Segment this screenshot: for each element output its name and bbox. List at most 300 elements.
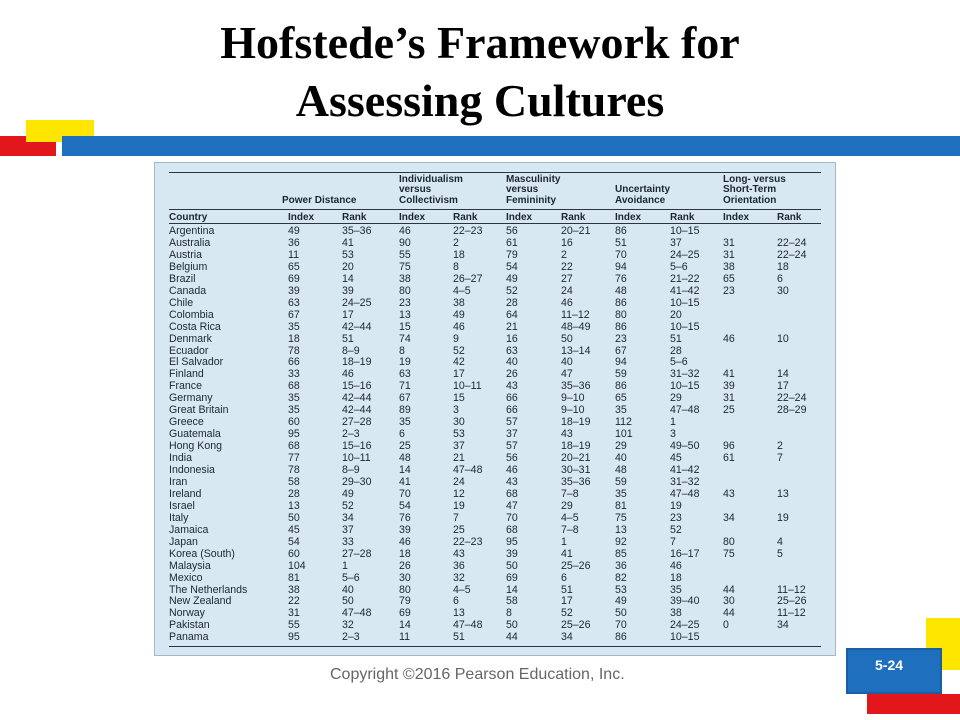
table-cell: 22–23 — [453, 225, 483, 237]
table-cell: 21 — [506, 320, 518, 333]
country-cell: Finland — [169, 368, 204, 381]
group-header-1-line-0: Individualism — [399, 173, 463, 185]
table-cell: 14 — [777, 368, 789, 381]
table-cell: 86 — [615, 320, 627, 333]
group-header-1-line-2: Collectivism — [399, 194, 458, 206]
country-cell: India — [169, 452, 192, 465]
table-cell: 7–8 — [561, 487, 579, 500]
table-cell: 11 — [288, 248, 299, 261]
table-cell: 37 — [670, 236, 682, 249]
country-cell: Colombia — [169, 308, 214, 321]
table-cell: 18 — [399, 547, 411, 560]
table-cell: 20–21 — [561, 452, 591, 465]
decor-red-bar-right — [867, 694, 960, 714]
table-cell: 51 — [561, 583, 573, 596]
table-cell: 1 — [342, 559, 348, 572]
table-cell: 52 — [453, 344, 465, 357]
table-cell: 19 — [453, 499, 465, 512]
table-cell: 38 — [670, 607, 682, 620]
table-cell: 46 — [561, 296, 573, 309]
table-cell: 66 — [506, 404, 518, 417]
table-cell: 46 — [342, 368, 354, 381]
column-header-8: Rank — [670, 212, 695, 223]
table-cell: 50 — [506, 619, 518, 632]
table-cell: 26 — [506, 368, 518, 381]
table-cell: 26 — [399, 559, 411, 572]
group-header-4-line-2: Orientation — [723, 194, 777, 206]
table-cell: 23 — [670, 511, 682, 524]
country-cell: Indonesia — [169, 464, 215, 476]
table-cell: 23 — [399, 296, 411, 309]
table-cell: 77 — [288, 452, 300, 465]
table-cell: 46 — [670, 559, 682, 572]
table-cell: 32 — [453, 571, 465, 584]
table-cell: 38 — [723, 260, 735, 273]
table-cell: 26–27 — [453, 272, 483, 285]
table-cell: 4–5 — [453, 284, 471, 297]
table-cell: 34 — [342, 511, 354, 524]
table-cell: 7–8 — [561, 523, 579, 536]
table-cell: 80 — [399, 583, 411, 596]
table-cell: 36 — [288, 236, 300, 249]
country-cell: Chile — [169, 296, 194, 309]
table-cell: 9–10 — [561, 404, 585, 417]
table-cell: 50 — [342, 595, 354, 608]
table-cell: 3 — [670, 428, 676, 441]
table-cell: 22 — [288, 595, 300, 608]
table-bottom-rule — [169, 646, 821, 647]
country-cell: Great Britain — [169, 404, 229, 417]
table-cell: 10 — [777, 332, 789, 345]
table-cell: 31–32 — [670, 368, 700, 381]
column-header-2: Rank — [342, 212, 367, 223]
table-cell: 34 — [723, 511, 735, 524]
table-cell: 40 — [561, 356, 573, 369]
table-cell: 14 — [342, 272, 354, 285]
table-cell: 5–6 — [670, 356, 688, 369]
table-cell: 22–24 — [777, 392, 807, 405]
country-cell: Ireland — [169, 487, 202, 500]
table-cell: 46 — [506, 464, 518, 476]
table-cell: 48 — [615, 464, 627, 476]
table-cell: 37 — [453, 440, 465, 453]
table-cell: 19 — [670, 499, 682, 512]
table-cell: 9 — [453, 332, 459, 345]
table-cell: 25–26 — [777, 595, 807, 608]
table-cell: 17 — [777, 380, 789, 393]
table-cell: 52 — [342, 499, 354, 512]
table-cell: 2 — [453, 236, 459, 249]
table-cell: 89 — [399, 404, 411, 417]
group-header-2-line-1: versus — [506, 184, 539, 195]
table-cell: 112 — [615, 416, 632, 429]
table-cell: 27–28 — [342, 547, 372, 560]
table-cell: 40 — [506, 356, 518, 369]
table-cell: 22–23 — [453, 535, 483, 548]
table-cell: 76 — [615, 272, 627, 285]
table-cell: 66 — [288, 356, 300, 369]
table-cell: 35–36 — [561, 475, 591, 488]
table-cell: 37 — [506, 428, 518, 441]
table-cell: 95 — [288, 631, 300, 644]
table-cell: 50 — [288, 511, 300, 524]
table-cell: 95 — [506, 535, 518, 548]
table-cell: 74 — [399, 332, 411, 345]
table-cell: 55 — [288, 619, 300, 632]
table-cell: 21–22 — [670, 272, 700, 285]
table-cell: 9–10 — [561, 392, 585, 405]
table-cell: 44 — [506, 631, 518, 644]
country-cell: Israel — [169, 499, 195, 512]
table-cell: 39–40 — [670, 595, 700, 608]
table-cell: 50 — [506, 559, 518, 572]
table-cell: 104 — [288, 559, 306, 572]
table-cell: 29 — [615, 440, 627, 453]
country-cell: The Netherlands — [169, 583, 248, 596]
table-cell: 35 — [288, 320, 300, 333]
table-cell: 75 — [399, 260, 411, 273]
group-header-3-line-1: Avoidance — [615, 194, 666, 206]
table-cell: 47–48 — [453, 619, 483, 632]
table-cell: 11–12 — [777, 583, 806, 596]
table-cell: 69 — [399, 607, 411, 620]
table-cell: 51 — [615, 236, 627, 249]
table-cell: 42–44 — [342, 392, 372, 405]
table-cell: 8 — [453, 260, 459, 273]
table-cell: 41 — [399, 475, 411, 488]
table-cell: 68 — [288, 440, 300, 453]
table-cell: 10–15 — [670, 631, 700, 644]
table-cell: 70 — [506, 511, 518, 524]
table-cell: 38 — [453, 296, 465, 309]
group-header-4-line-0: Long- versus — [723, 173, 786, 185]
table-cell: 39 — [723, 380, 735, 393]
table-cell: 82 — [615, 571, 627, 584]
table-cell: 39 — [506, 547, 518, 560]
column-header-5: Index — [506, 212, 533, 223]
table-cell: 30 — [777, 284, 789, 297]
table-cell: 30 — [453, 416, 465, 429]
table-cell: 43 — [506, 380, 518, 393]
table-cell: 30–31 — [561, 464, 591, 476]
table-cell: 11–12 — [561, 308, 590, 321]
table-cell: 24–25 — [342, 296, 372, 309]
table-cell: 47 — [561, 368, 573, 381]
table-cell: 49 — [342, 487, 354, 500]
table-cell: 57 — [506, 440, 518, 453]
table-cell: 13 — [399, 308, 411, 321]
table-cell: 48 — [615, 284, 627, 297]
table-cell: 49 — [506, 272, 518, 285]
country-cell: Brazil — [169, 272, 196, 285]
table-cell: 59 — [615, 475, 627, 488]
table-cell: 33 — [288, 368, 300, 381]
table-cell: 38 — [399, 272, 411, 285]
country-cell: Iran — [169, 475, 188, 488]
table-cell: 51 — [453, 631, 465, 644]
table-cell: 29 — [561, 499, 573, 512]
table-cell: 46 — [453, 320, 465, 333]
table-cell: 12 — [453, 487, 465, 500]
table-cell: 51 — [670, 332, 682, 345]
country-cell: Norway — [169, 607, 205, 620]
table-cell: 54 — [506, 260, 518, 273]
table-cell: 34 — [561, 631, 573, 644]
table-cell: 41 — [561, 547, 573, 560]
table-cell: 11 — [399, 631, 410, 644]
table-cell: 27–28 — [342, 416, 372, 429]
table-cell: 34 — [777, 619, 789, 632]
table-cell: 18 — [288, 332, 300, 345]
country-cell: El Salvador — [169, 356, 224, 369]
table-cell: 31–32 — [670, 475, 700, 488]
table-cell: 78 — [288, 464, 300, 476]
table-cell: 20 — [670, 308, 682, 321]
table-cell: 25–26 — [561, 559, 591, 572]
country-cell: Belgium — [169, 260, 208, 273]
table-cell: 29–30 — [342, 475, 372, 488]
table-cell: 22–24 — [777, 236, 807, 249]
country-cell: Hong Kong — [169, 440, 223, 453]
table-cell: 41 — [342, 236, 354, 249]
table-cell: 40 — [342, 583, 354, 596]
table-cell: 15 — [453, 392, 465, 405]
country-cell: Pakistan — [169, 619, 210, 632]
group-header-0-line-0: Power Distance — [282, 194, 357, 206]
table-cell: 86 — [615, 631, 627, 644]
table-cell: 10–15 — [670, 296, 700, 309]
table-cell: 39 — [288, 284, 300, 297]
table-cell: 49–50 — [670, 440, 700, 453]
table-cell: 10–11 — [342, 452, 371, 465]
table-cell: 80 — [399, 284, 411, 297]
table-cell: 69 — [288, 272, 300, 285]
table-cell: 79 — [506, 248, 518, 261]
table-cell: 52 — [506, 284, 518, 297]
table-cell: 13 — [288, 499, 300, 512]
table-cell: 54 — [399, 499, 411, 512]
table-cell: 53 — [342, 248, 354, 261]
table-cell: 35 — [615, 487, 627, 500]
table-top-rule — [169, 172, 821, 173]
copyright-text: Copyright ©2016 Pearson Education, Inc. — [330, 666, 625, 683]
table-cell: 35–36 — [561, 380, 591, 393]
column-header-0: Country — [169, 212, 208, 223]
table-cell: 16 — [561, 236, 573, 249]
column-header-4: Rank — [453, 212, 478, 223]
table-cell: 2–3 — [342, 631, 360, 644]
table-cell: 18–19 — [342, 356, 372, 369]
table-cell: 49 — [288, 225, 300, 237]
table-cell: 30 — [723, 595, 735, 608]
table-cell: 51 — [342, 332, 354, 345]
group-header-3-line-0: Uncertainty — [615, 184, 671, 195]
table-cell: 15–16 — [342, 380, 372, 393]
country-cell: Ecuador — [169, 344, 209, 357]
table-cell: 22 — [561, 260, 573, 273]
column-header-1: Index — [288, 212, 315, 223]
table-subheader-rule — [169, 223, 821, 224]
table-cell: 42–44 — [342, 404, 372, 417]
country-cell: Canada — [169, 284, 207, 297]
table-cell: 10–15 — [670, 225, 700, 237]
table-cell: 14 — [506, 583, 518, 596]
table-cell: 59 — [615, 368, 627, 381]
table-cell: 10–15 — [670, 320, 700, 333]
country-cell: Panama — [169, 631, 209, 644]
table-cell: 68 — [288, 380, 300, 393]
table-header-rule — [169, 209, 821, 210]
table-cell: 23 — [723, 284, 735, 297]
table-cell: 14 — [399, 619, 411, 632]
slide-title-line-1: Hofstede’s Framework for — [220, 17, 740, 68]
table-cell: 67 — [615, 344, 627, 357]
table-cell: 80 — [615, 308, 627, 321]
table-cell: 80 — [723, 535, 735, 548]
table-cell: 37 — [342, 523, 354, 536]
table-cell: 39 — [399, 523, 411, 536]
group-header-4-line-1: Short-Term — [723, 184, 777, 195]
country-cell: Italy — [169, 511, 189, 524]
table-cell: 21 — [453, 452, 465, 465]
table-cell: 1 — [670, 416, 676, 429]
table-cell: 35 — [670, 583, 682, 596]
table-cell: 2–3 — [342, 428, 360, 441]
table-cell: 90 — [399, 236, 411, 249]
table-cell: 56 — [506, 225, 518, 237]
table-cell: 60 — [288, 547, 300, 560]
table-cell: 53 — [615, 583, 627, 596]
table-cell: 1 — [561, 535, 567, 548]
table-cell: 86 — [615, 225, 627, 237]
country-cell: Guatemala — [169, 428, 221, 441]
table-cell: 45 — [670, 452, 682, 465]
table-cell: 35 — [399, 416, 411, 429]
table-cell: 17 — [342, 308, 354, 321]
table-cell: 35 — [288, 392, 300, 405]
country-cell: Greece — [169, 416, 204, 429]
table-cell: 24 — [561, 284, 573, 297]
table-cell: 8 — [506, 607, 512, 620]
table-cell: 47–48 — [342, 607, 372, 620]
table-cell: 61 — [723, 452, 735, 465]
table-cell: 28 — [670, 344, 682, 357]
table-cell: 18–19 — [561, 416, 591, 429]
table-cell: 4–5 — [561, 511, 579, 524]
table-cell: 4 — [777, 535, 783, 548]
table-cell: 31 — [288, 607, 300, 620]
table-cell: 101 — [615, 428, 633, 441]
table-cell: 28 — [288, 487, 300, 500]
table-cell: 20–21 — [561, 225, 591, 237]
table-cell: 41 — [723, 368, 735, 381]
table-cell: 29 — [670, 392, 682, 405]
table-cell: 15 — [399, 320, 411, 333]
table-cell: 18 — [453, 248, 465, 261]
table-cell: 85 — [615, 547, 627, 560]
table-cell: 17 — [453, 368, 465, 381]
table-cell: 25 — [399, 440, 411, 453]
table-cell: 66 — [506, 392, 518, 405]
country-cell: Mexico — [169, 571, 203, 584]
table-cell: 35 — [615, 404, 627, 417]
table-cell: 35–36 — [342, 225, 372, 237]
table-cell: 6 — [399, 428, 405, 441]
table-cell: 6 — [561, 571, 567, 584]
table-cell: 47–48 — [670, 487, 700, 500]
group-header-2-line-2: Femininity — [506, 194, 557, 206]
table-cell: 24–25 — [670, 619, 700, 632]
table-cell: 67 — [399, 392, 411, 405]
table-cell: 13 — [777, 487, 789, 500]
table-cell: 25 — [453, 523, 465, 536]
table-cell: 49 — [615, 595, 627, 608]
table-cell: 92 — [615, 535, 627, 548]
table-cell: 55 — [399, 248, 411, 261]
table-cell: 8 — [399, 344, 405, 357]
table-cell: 11–12 — [777, 607, 806, 620]
table-cell: 47–48 — [453, 464, 483, 476]
table-cell: 10–11 — [453, 380, 482, 393]
table-cell: 5 — [777, 547, 783, 560]
table-cell: 8–9 — [342, 464, 360, 476]
table-cell: 65 — [615, 392, 627, 405]
country-cell: France — [169, 380, 202, 393]
table-cell: 48–49 — [561, 320, 591, 333]
table-cell: 24 — [453, 475, 465, 488]
country-cell: Australia — [169, 236, 211, 249]
country-cell: Denmark — [169, 332, 212, 345]
table-cell: 94 — [615, 356, 627, 369]
page-number: 5-24 — [875, 657, 904, 673]
table-cell: 43 — [506, 475, 518, 488]
table-cell: 41–42 — [670, 464, 700, 476]
table-cell: 65 — [723, 272, 735, 285]
table-cell: 25–26 — [561, 619, 591, 632]
hofstede-table — [154, 162, 836, 656]
table-cell: 33 — [342, 535, 354, 548]
table-cell: 63 — [288, 296, 300, 309]
table-cell: 50 — [615, 607, 627, 620]
table-cell: 64 — [506, 308, 518, 321]
table-cell: 95 — [288, 428, 300, 441]
column-header-7: Index — [615, 212, 642, 223]
country-cell: Costa Rica — [169, 320, 221, 333]
table-cell: 44 — [723, 583, 735, 596]
table-cell: 5–6 — [342, 571, 360, 584]
table-cell: 7 — [777, 452, 783, 465]
table-cell: 58 — [288, 475, 300, 488]
country-cell: Argentina — [169, 225, 215, 237]
table-cell: 4–5 — [453, 583, 471, 596]
table-cell: 58 — [506, 595, 518, 608]
table-cell: 96 — [723, 440, 735, 453]
table-cell: 35 — [288, 404, 300, 417]
page-number-badge — [846, 648, 942, 694]
table-cell: 68 — [506, 487, 518, 500]
table-cell: 6 — [777, 272, 783, 285]
table-cell: 24–25 — [670, 248, 700, 261]
table-cell: 20 — [342, 260, 354, 273]
table-cell: 43 — [723, 487, 735, 500]
table-cell: 36 — [615, 559, 627, 572]
group-header-1-line-1: versus — [399, 184, 432, 195]
table-cell: 18 — [670, 571, 682, 584]
table-cell: 46 — [399, 225, 411, 237]
table-cell: 42–44 — [342, 320, 372, 333]
table-cell: 61 — [506, 236, 518, 249]
table-cell: 70 — [615, 619, 627, 632]
